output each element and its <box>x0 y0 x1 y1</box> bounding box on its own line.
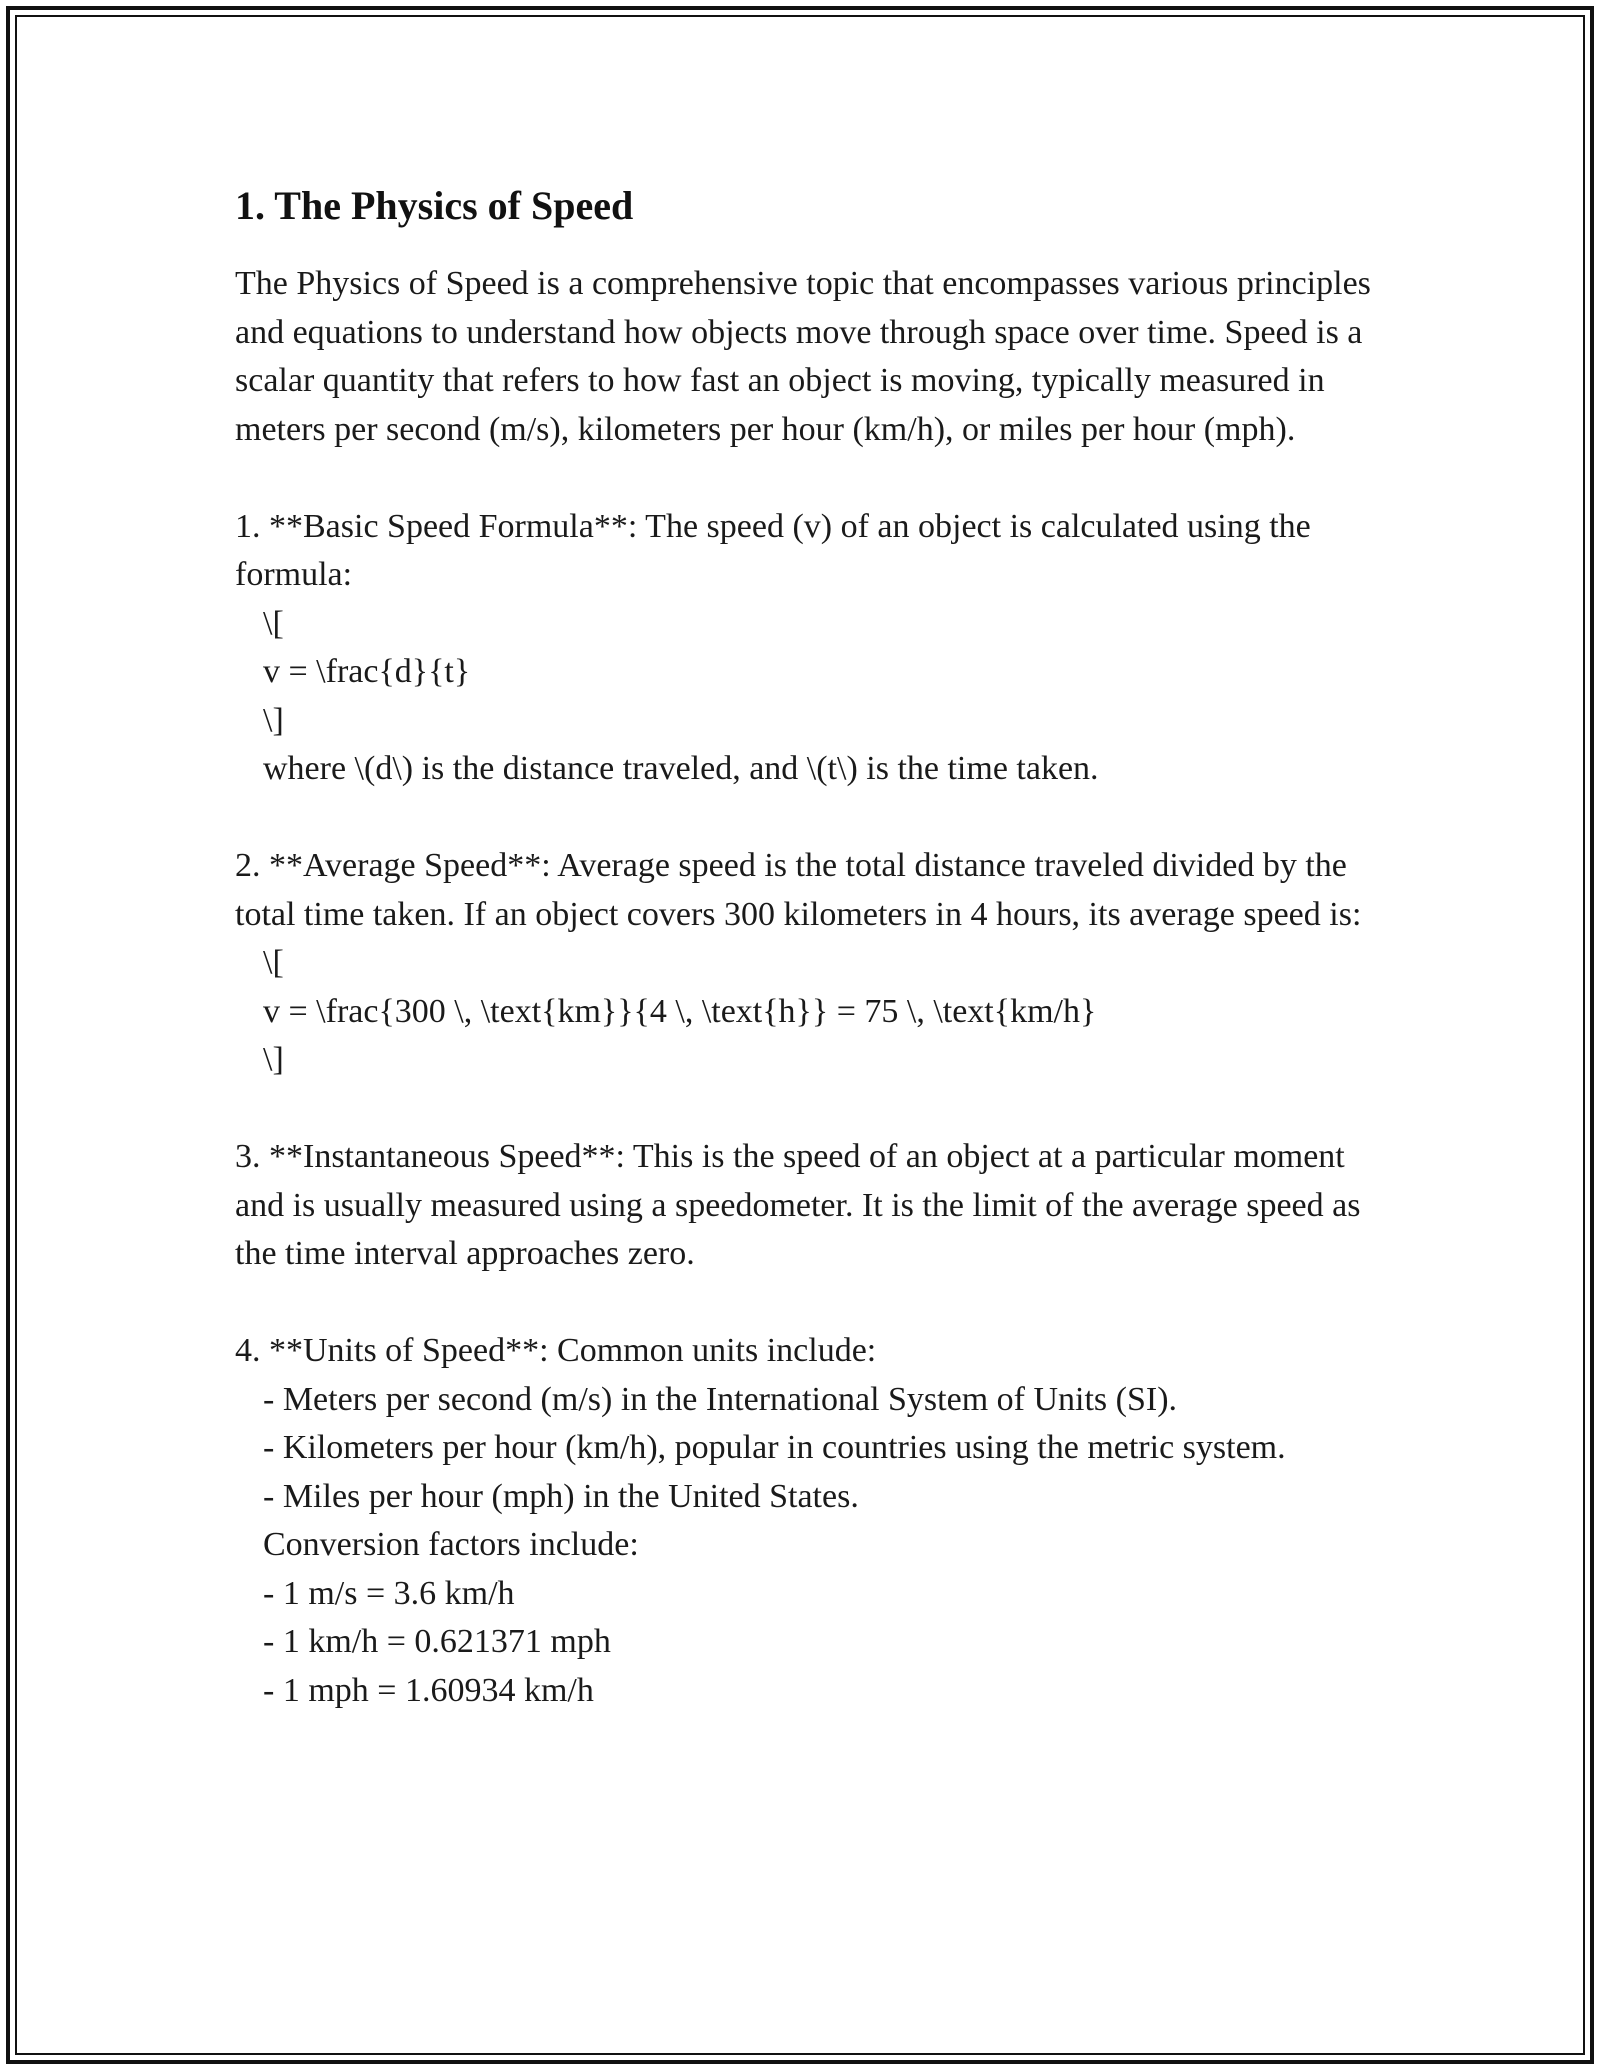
item-text: 1. **Basic Speed Formula**: The speed (v) of an object is calculated using the formula: <box>235 507 1311 593</box>
formula-explanation: where \(d\) is the distance traveled, and \(t\) is the time taken. <box>263 750 1099 787</box>
item-instantaneous-speed <box>235 1133 1385 1279</box>
list-item: - Kilometers per hour (km/h), popular in countries using the metric system. <box>263 1429 1286 1466</box>
section-heading: 1. The Physics of Speed <box>235 183 634 228</box>
item-average-speed <box>235 842 1385 1085</box>
intro-paragraph: The Physics of Speed is a comprehensive topic that encompasses various principles and equations to understand how objects move through space over time. Speed is a scalar quantity that refers to how fast an object is moving, typically measured in meters per second (m/s), kilometers per hour (km/h), or miles per hour (mph). <box>235 265 1371 448</box>
formula-line: v = \frac{d}{t} <box>263 653 471 690</box>
item-basic-speed-formula <box>235 503 1385 794</box>
formula-close: \] <box>263 701 284 739</box>
item-units-of-speed <box>235 1327 1385 1715</box>
document-body <box>235 180 1385 1764</box>
formula-line: v = \frac{300 \, \text{km}}{4 \, \text{h}} = 75 \, \text{km/h} <box>263 992 1097 1030</box>
item-text: 2. **Average Speed**: Average speed is the total distance traveled divided by the total time taken. If an object covers 300 kilometers in 4 hours, its average speed is: <box>235 847 1362 933</box>
item-text: 4. **Units of Speed**: Common units include: <box>235 1332 877 1369</box>
formula-close: \] <box>263 1041 284 1078</box>
list-item: - 1 km/h = 0.621371 mph <box>263 1623 611 1660</box>
list-item: - Miles per hour (mph) in the United States. <box>263 1477 859 1515</box>
list-item: - 1 mph = 1.60934 km/h <box>263 1671 594 1709</box>
conversion-heading: Conversion factors include: <box>263 1526 639 1563</box>
list-item: - Meters per second (m/s) in the International System of Units (SI). <box>263 1380 1178 1418</box>
list-item: - 1 m/s = 3.6 km/h <box>263 1574 515 1612</box>
formula-open: \[ <box>263 604 284 642</box>
item-text: 3. **Instantaneous Speed**: This is the speed of an object at a particular moment and is usually measured using a speedometer. It is the limit of the average speed as the time interval approaches zero. <box>235 1138 1361 1272</box>
formula-open: \[ <box>263 944 284 981</box>
